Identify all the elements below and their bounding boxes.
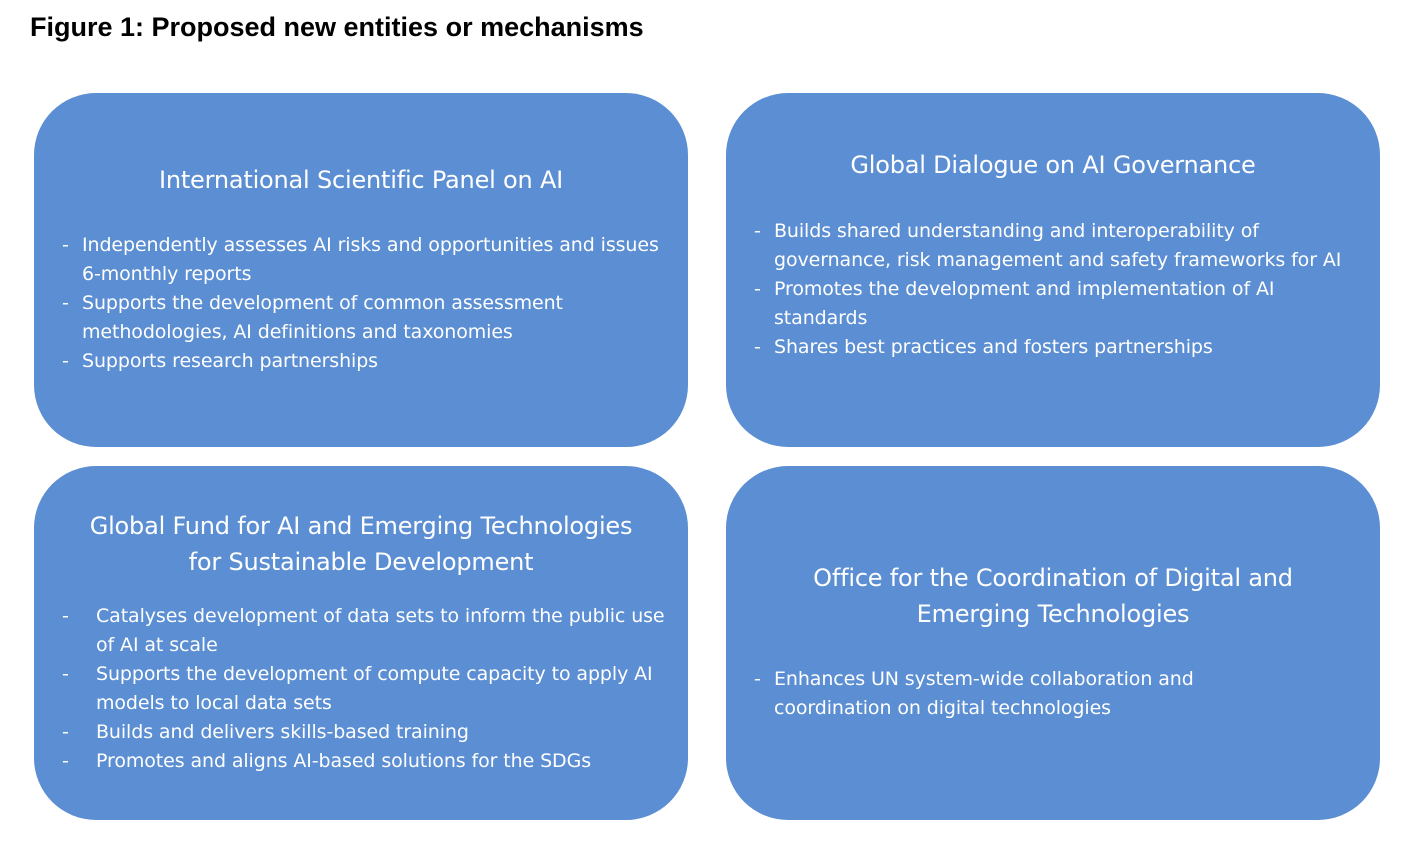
entity-box-global-fund: [34, 466, 688, 820]
dash-marker: -: [754, 278, 761, 300]
bullet-text: Supports the development of common assessment methodologies, AI definitions and taxonomies: [82, 292, 563, 343]
bullet-item: [62, 347, 672, 376]
entity-box-global-dialogue: [726, 93, 1380, 447]
entity-box-scientific-panel: [34, 93, 688, 447]
bullet-text: Supports research partnerships: [82, 350, 378, 372]
dash-marker: -: [754, 668, 761, 690]
dash-marker: -: [62, 234, 69, 256]
dash-marker: -: [62, 292, 69, 314]
bullet-text: Promotes the development and implementation of AI standards: [774, 278, 1275, 329]
bullet-text: Independently assesses AI risks and opportunities and issues 6-monthly reports: [82, 234, 659, 285]
box-title-line: Emerging Technologies: [916, 600, 1190, 628]
bullet-text: Enhances UN system-wide collaboration and coordination on digital technologies: [774, 668, 1194, 719]
bullet-text: Catalyses development of data sets to inform the public use of AI at scale: [96, 605, 665, 656]
box-title-line: for Sustainable Development: [188, 548, 534, 576]
box-title: [726, 560, 1380, 632]
bullet-item: [62, 231, 672, 289]
dash-marker: -: [62, 721, 69, 743]
bullet-item: [754, 275, 1344, 333]
dash-marker: -: [62, 605, 69, 627]
dash-marker: -: [754, 336, 761, 358]
dash-marker: -: [754, 220, 761, 242]
bullet-item: [754, 217, 1344, 275]
bullet-text: Promotes and aligns AI-based solutions for the SDGs: [96, 750, 592, 772]
bullet-item: [62, 718, 666, 747]
dash-marker: -: [62, 663, 69, 685]
bullet-item: [62, 747, 666, 776]
box-title: [34, 508, 688, 580]
bullet-text: Builds shared understanding and interoperability of governance, risk management and safety frameworks for AI: [774, 220, 1342, 271]
bullet-text: Shares best practices and fosters partnerships: [774, 336, 1213, 358]
bullet-item: [62, 602, 666, 660]
bullet-text: Builds and delivers skills-based training: [96, 721, 469, 743]
bullet-list: [754, 217, 1344, 362]
box-title: [34, 162, 688, 198]
box-title-line: Global Fund for AI and Emerging Technologies: [89, 512, 633, 540]
box-title-line: International Scientific Panel on AI: [158, 166, 564, 194]
bullet-item: [754, 333, 1344, 362]
box-title-line: Global Dialogue on AI Governance: [850, 151, 1256, 179]
bullet-item: [754, 665, 1314, 723]
bullet-list: [62, 231, 672, 376]
figure-title: Figure 1: Proposed new entities or mechanisms: [30, 12, 644, 42]
bullet-list: [754, 665, 1314, 723]
box-title: [726, 147, 1380, 183]
bullet-item: [62, 660, 666, 718]
entity-box-coordination-office: [726, 466, 1380, 820]
bullet-list: [62, 602, 666, 776]
dash-marker: -: [62, 350, 69, 372]
box-title-line: Office for the Coordination of Digital and: [813, 564, 1293, 592]
bullet-text: Supports the development of compute capacity to apply AI models to local data sets: [96, 663, 653, 714]
bullet-item: [62, 289, 672, 347]
dash-marker: -: [62, 750, 69, 772]
